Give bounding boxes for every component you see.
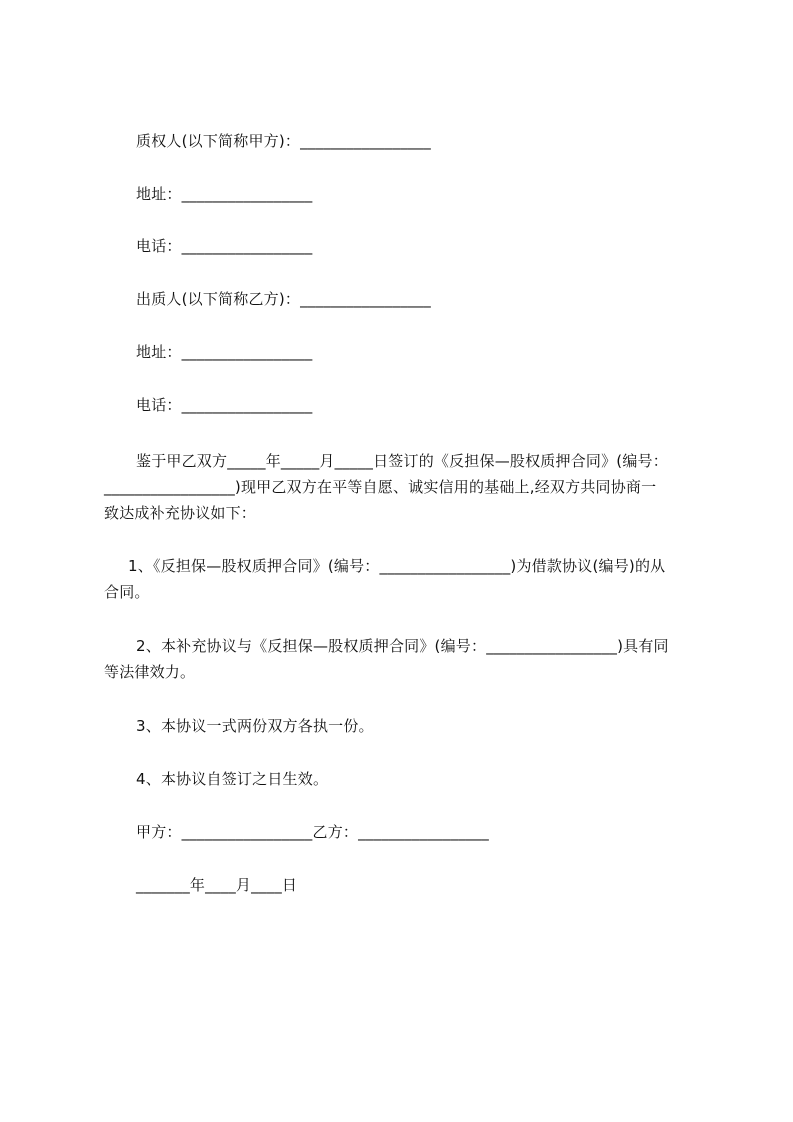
clause-4: 4、本协议自签订之日生效。	[136, 770, 329, 788]
signature-date-line: _______年____月____日	[136, 876, 298, 894]
party-a-address-line: 地址：_________________	[136, 185, 313, 203]
party-b-name-line: 出质人(以下简称乙方)：_________________	[136, 290, 432, 308]
preamble-line-3: 致达成补充协议如下：	[104, 504, 257, 522]
clause-2-line-1: 2、本补充协议与《反担保—股权质押合同》(编号：_________________)具有同	[136, 637, 669, 655]
preamble-line-1: 鉴于甲乙双方_____年_____月_____日签订的《反担保—股权质押合同》(编号：	[136, 452, 668, 470]
party-a-phone-line: 电话：_________________	[136, 237, 313, 255]
party-b-phone-line: 电话：_________________	[136, 396, 313, 414]
preamble-line-2: _________________)现甲乙双方在平等自愿、诚实信用的基础上,经双方共同协商一	[104, 478, 657, 496]
clause-2-line-2: 等法律效力。	[104, 663, 196, 681]
clause-3: 3、本协议一式两份双方各执一份。	[136, 717, 374, 735]
party-b-address-line: 地址：_________________	[136, 343, 313, 361]
signature-parties-line: 甲方：_________________乙方：_________________	[136, 823, 490, 841]
clause-1-line-2: 合同。	[104, 583, 150, 601]
clause-1-line-1: 1、《反担保—股权质押合同》(编号：_________________)为借款协议(编号)的从	[128, 557, 666, 575]
party-a-name-line: 质权人(以下简称甲方)：_________________	[136, 132, 432, 150]
